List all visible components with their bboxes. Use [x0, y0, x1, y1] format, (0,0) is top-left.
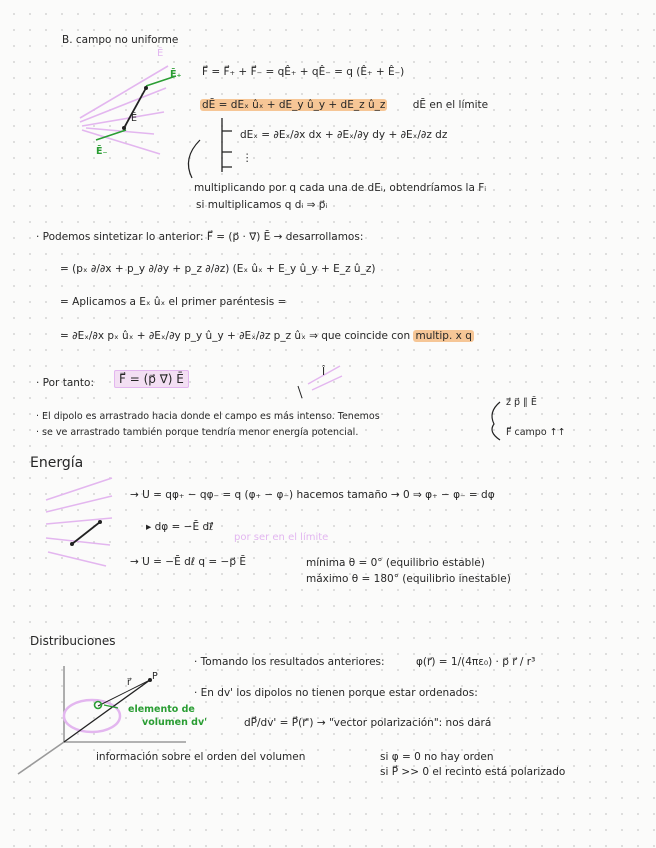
bracket-bottom: F⃗ campo ↑↑	[506, 427, 566, 438]
section-heading-energia: Energía	[30, 455, 84, 471]
si-multiplicamos-text: si multiplicamos q dᵢ ⇒ p⃗ᵢ	[196, 199, 328, 211]
dEx-equation: dEₓ = ∂Eₓ/∂x dx + ∂Eₓ/∂y dy + ∂Eₓ/∂z dz	[240, 129, 448, 141]
si-no-orden: si φ = 0 no hay orden	[380, 751, 494, 763]
dipolo-line-1: · El dipolo es arrastrado hacia donde el campo es más intenso. Tenemos	[36, 411, 380, 422]
por-tanto-label: · Por tanto:	[36, 377, 94, 389]
expand2-main: = ∂Eₓ/∂x pₓ ûₓ + ∂Eₓ/∂y p_y û_y + ∂Eₓ/∂z p_z ûₓ ⇒ que coincide con	[60, 330, 411, 342]
en-dv-text: · En dv' los dipolos no tienen porque estar ordenados:	[194, 687, 478, 699]
fig-label-r: r⃗	[127, 677, 131, 688]
expand1-equation: = (pₓ ∂/∂x + p_y ∂/∂y + p_z ∂/∂z) (Eₓ ûₓ + E_y û_y + E_z û_z)	[60, 263, 376, 275]
fig-label-E-plus: Ē₊	[170, 69, 182, 80]
energy-eq-1: → U = qφ₊ − qφ₋ = q (φ₊ − φ₋) hacemos tamaño → 0 ⇒ φ₊ − φ₋ = dφ	[130, 489, 495, 501]
podemos-text: · Podemos sintetizar lo anterior: F⃗ = (p⃗ · ∇⃗) Ē → desarrollamos:	[36, 231, 364, 243]
force-equation: F⃗ = F⃗₊ + F⃗₋ = qÊ₊ + qÊ₋ = q (Ê₊ + Ê₋)	[202, 66, 405, 78]
section-heading-distribuciones: Distribuciones	[30, 634, 116, 648]
marker-I: Î	[322, 366, 326, 378]
section-heading-campo-no-uniforme: B. campo no uniforme	[62, 34, 179, 46]
si-polarizado: si P⃗ >> 0 el recinto está polarizado	[380, 766, 566, 778]
energy-limit-note: por ser en el límite	[234, 532, 329, 543]
tomando-text: · Tomando los resultados anteriores:	[194, 656, 385, 668]
informacion-text: información sobre el orden del volumen	[96, 751, 306, 763]
dipolo-line-2: · se ve arrastrado también porque tendría menor energía potencial.	[36, 427, 359, 438]
energy-maximum: máximo θ = 180° (equilibrio inestable)	[306, 573, 511, 585]
phi-equation: φ(r⃗) = 1/(4πε₀) · p⃗ r⃗ / r³	[416, 656, 536, 668]
fig-label-E-minus: Ē₋	[96, 146, 108, 157]
bracket-top: z⃗ p⃗ ∥ Ē	[506, 397, 537, 408]
aplicamos-text: = Aplicamos a Eₓ ûₓ el primer paréntesis =	[60, 296, 287, 308]
expand2-highlight: multip. x q	[415, 330, 472, 342]
energy-eq-3: → U = −Ē dℓ q = −p⃗ Ē	[130, 556, 246, 568]
result-equation: F⃗ = (p⃗ ∇⃗) Ē	[114, 370, 189, 388]
fig-label-E-top: Ē	[157, 48, 164, 59]
dP-equation: dP⃗/dv' = P⃗(r⃗') → "vector polarización": nos dará	[244, 717, 492, 729]
dE-highlight: dĒ = dEₓ ûₓ + dE_y û_y + dE_z û_z	[202, 99, 386, 111]
dE-limit-note: dĒ en el límite	[412, 99, 489, 111]
dots: ⋮	[242, 152, 253, 164]
energy-eq-2: ▸ dφ = −Ē dℓ⃗	[146, 521, 214, 533]
volumen-dv-label: volumen dv'	[142, 717, 208, 728]
elemento-de-label: elemento de	[128, 704, 195, 715]
fig-label-E-mid: Ē	[131, 113, 138, 124]
fig-label-P: P	[152, 671, 158, 682]
energy-minimum: mínima θ = 0° (equilibrio estable)	[306, 557, 485, 569]
multiplicando-text: multiplicando por q cada una de dEᵢ, obtendríamos la Fᵢ	[194, 182, 487, 194]
